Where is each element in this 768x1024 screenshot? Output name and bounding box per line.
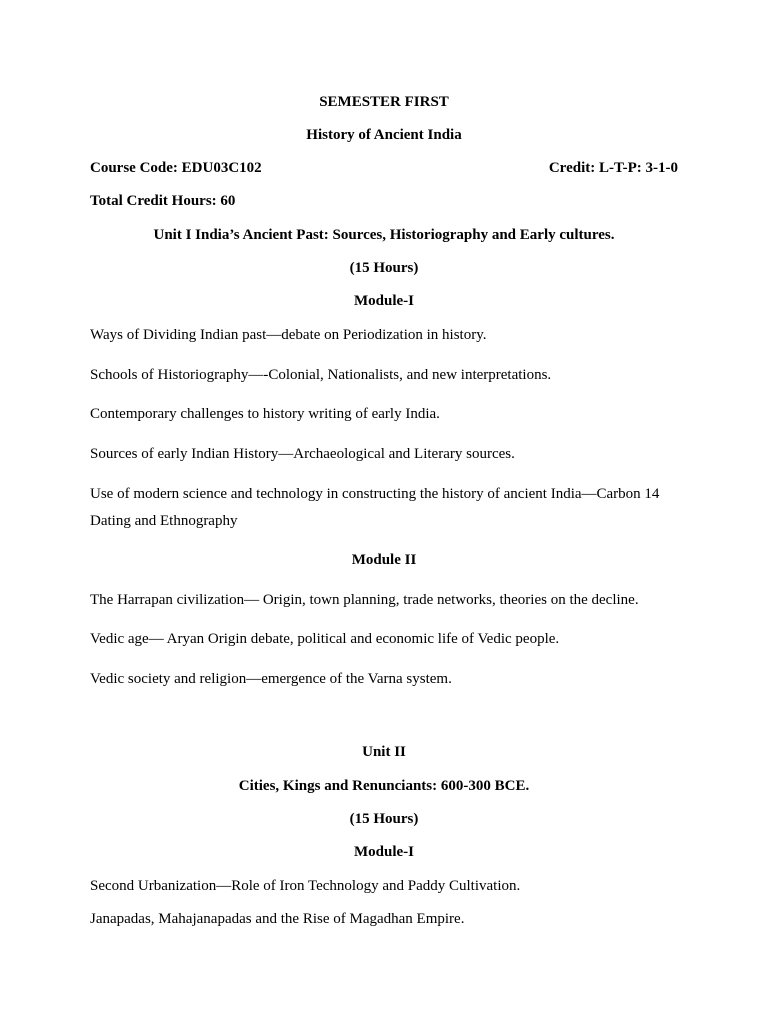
course-title: History of Ancient India [306,127,462,143]
list-item: Vedic age— Aryan Origin debate, political and economic life of Vedic people. [90,631,560,647]
unit2-hours: (15 Hours) [349,811,419,827]
list-item: The Harrapan civilization— Origin, town planning, trade networks, theories on the decline. [90,592,639,608]
list-item: Ways of Dividing Indian past—debate on Periodization in history. [90,327,487,343]
semester-heading: SEMESTER FIRST [319,94,449,110]
unit2-module1-heading: Module-I [354,844,414,860]
course-code: Course Code: EDU03C102 [90,160,262,176]
unit1-hours: (15 Hours) [349,260,419,276]
list-item: Sources of early Indian History—Archaeological and Literary sources. [90,446,515,462]
unit1-title: Unit I India’s Ancient Past: Sources, Historiography and Early cultures. [153,227,615,243]
unit1-module2-heading: Module II [351,552,417,568]
unit2-title: Unit II [362,744,406,760]
list-item: Vedic society and religion—emergence of the Varna system. [90,671,452,687]
list-item: Second Urbanization—Role of Iron Technology and Paddy Cultivation. [90,878,521,894]
course-credit: Credit: L-T-P: 3-1-0 [548,160,678,176]
unit2-subtitle: Cities, Kings and Renunciants: 600-300 BCE. [238,778,530,794]
list-item: Schools of Historiography—-Colonial, Nationalists, and new interpretations. [90,367,552,383]
course-code-row [90,155,678,182]
list-item: Janapadas, Mahajanapadas and the Rise of Magadhan Empire. [90,911,465,927]
unit1-module1-heading: Module-I [354,293,414,309]
list-item: Use of modern science and technology in constructing the history of ancient India—Carbon 14 Dating and Ethnography [90,486,660,529]
total-credit-hours: Total Credit Hours: 60 [90,193,236,209]
list-item: Contemporary challenges to history writing of early India. [90,406,440,422]
